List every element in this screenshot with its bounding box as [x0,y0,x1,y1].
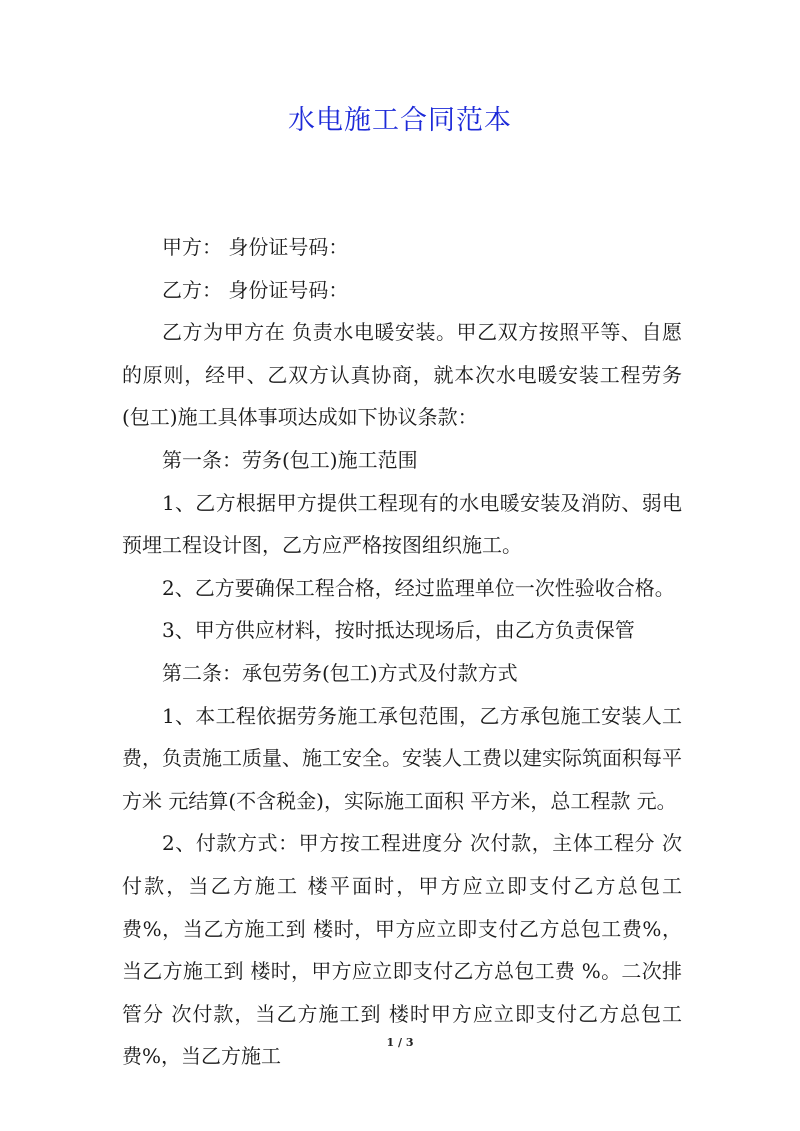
preamble-paragraph: 乙方为甲方在 负责水电暖安装。甲乙双方按照平等、自愿的原则，经甲、乙双方认真协商，就本次水电暖安装工程劳务(包工)施工具体事项达成如下协议条款： [122,320,682,430]
document-body [122,226,682,1078]
page-indicator: 1 / 3 [386,1036,414,1049]
article-2-clause-2: 2、付款方式：甲方按工程进度分 次付款，主体工程分 次付款，当乙方施工 楼平面时，甲方应立即支付乙方总包工费%，当乙方施工到 楼时，甲方应立即支付乙方总包工费%，当乙方施工到 楼时，甲方应立即支付乙方总包工费 %。二次排管分 次付款，当乙方施工到 楼时甲方应立即支付乙方总包工费%，当乙方施工 [122,831,682,1069]
article-2-heading: 第二条：承包劳务(包工)方式及付款方式 [162,660,518,685]
article-1-clause-3: 3、甲方供应材料，按时抵达现场后，由乙方负责保管 [162,618,635,643]
article-1-heading: 第一条：劳务(包工)施工范围 [162,447,418,472]
article-2-clause-1: 1、本工程依据劳务施工承包范围，乙方承包施工安装人工费，负责施工质量、施工安全。安装人工费以建实际筑面积每平方米 元结算(不含税金)，实际施工面积 平方米，总工程款 元。 [122,703,682,813]
document-title: 水电施工合同范本 [288,105,512,136]
party-b-line: 乙方： 身份证号码： [162,277,349,302]
article-1-clause-1: 1、乙方根据甲方提供工程现有的水电暖安装及消防、弱电预埋工程设计图，乙方应严格按图组织施工。 [122,490,682,558]
party-a-line: 甲方： 身份证号码： [162,235,349,259]
article-1-clause-2: 2、乙方要确保工程合格，经过监理单位一次性验收合格。 [162,575,675,600]
